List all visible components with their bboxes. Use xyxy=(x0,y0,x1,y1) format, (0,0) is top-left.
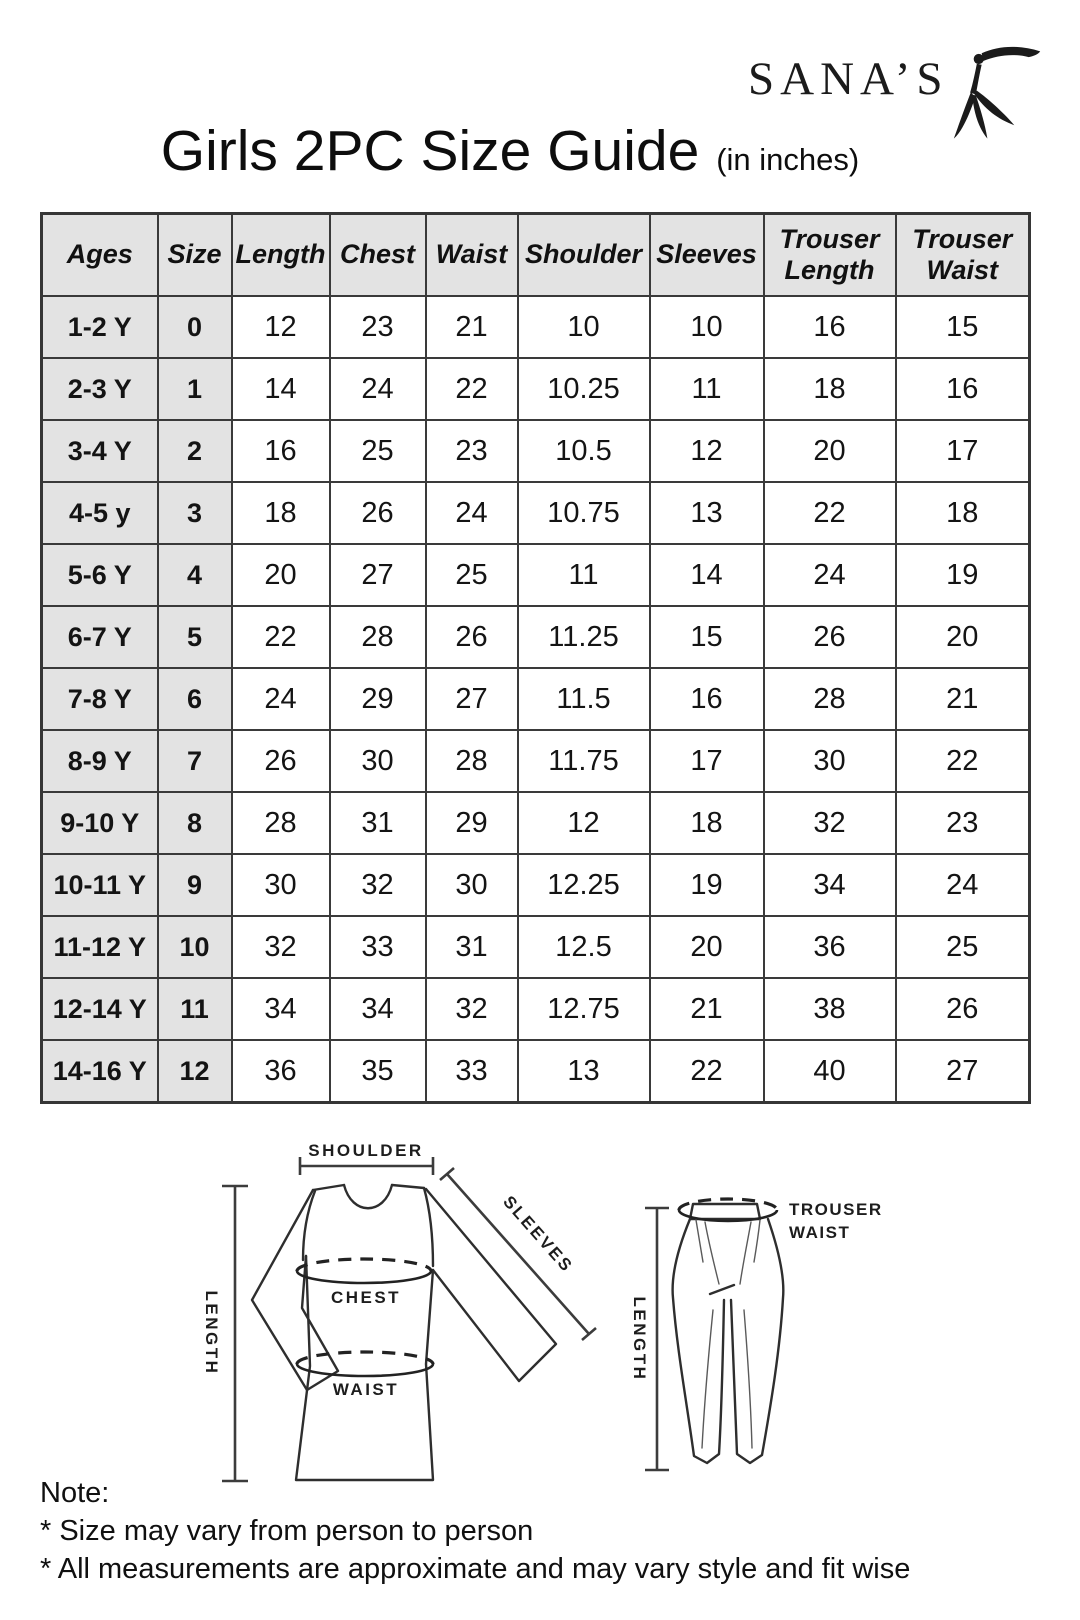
size-cell: 12 xyxy=(158,1040,232,1103)
value-cell: 10 xyxy=(518,296,650,358)
value-cell: 23 xyxy=(330,296,426,358)
value-cell: 12 xyxy=(650,420,764,482)
value-cell: 10.25 xyxy=(518,358,650,420)
value-cell: 11 xyxy=(650,358,764,420)
value-cell: 25 xyxy=(896,916,1030,978)
value-cell: 21 xyxy=(650,978,764,1040)
value-cell: 10 xyxy=(650,296,764,358)
page-title xyxy=(0,118,1020,184)
ages-cell: 12-14 Y xyxy=(42,978,158,1040)
size-cell: 2 xyxy=(158,420,232,482)
table-row xyxy=(42,420,1030,482)
value-cell: 23 xyxy=(426,420,518,482)
value-cell: 14 xyxy=(232,358,330,420)
table-row xyxy=(42,668,1030,730)
size-cell: 5 xyxy=(158,606,232,668)
table-row xyxy=(42,978,1030,1040)
value-cell: 20 xyxy=(764,420,896,482)
value-cell: 11.5 xyxy=(518,668,650,730)
ages-cell: 5-6 Y xyxy=(42,544,158,606)
ages-cell: 9-10 Y xyxy=(42,792,158,854)
table-row xyxy=(42,358,1030,420)
value-cell: 12 xyxy=(232,296,330,358)
note-item-1: * Size may vary from person to person xyxy=(40,1515,534,1547)
value-cell: 18 xyxy=(650,792,764,854)
value-cell: 27 xyxy=(426,668,518,730)
value-cell: 12 xyxy=(518,792,650,854)
table-row xyxy=(42,854,1030,916)
shoulder-label: SHOULDER xyxy=(308,1141,424,1160)
value-cell: 25 xyxy=(330,420,426,482)
table-row xyxy=(42,792,1030,854)
size-cell: 9 xyxy=(158,854,232,916)
value-cell: 29 xyxy=(426,792,518,854)
value-cell: 33 xyxy=(330,916,426,978)
value-cell: 24 xyxy=(896,854,1030,916)
value-cell: 13 xyxy=(650,482,764,544)
value-cell: 30 xyxy=(330,730,426,792)
value-cell: 27 xyxy=(330,544,426,606)
value-cell: 29 xyxy=(330,668,426,730)
waist-label: WAIST xyxy=(332,1380,400,1399)
value-cell: 30 xyxy=(764,730,896,792)
value-cell: 32 xyxy=(330,854,426,916)
table-row xyxy=(42,730,1030,792)
value-cell: 40 xyxy=(764,1040,896,1103)
column-header: Ages xyxy=(42,214,158,297)
value-cell: 30 xyxy=(232,854,330,916)
value-cell: 22 xyxy=(650,1040,764,1103)
value-cell: 19 xyxy=(650,854,764,916)
value-cell: 18 xyxy=(764,358,896,420)
value-cell: 20 xyxy=(650,916,764,978)
value-cell: 32 xyxy=(426,978,518,1040)
value-cell: 31 xyxy=(426,916,518,978)
brand-name: SANA’S xyxy=(748,53,949,105)
value-cell: 18 xyxy=(896,482,1030,544)
column-header: Waist xyxy=(426,214,518,297)
ages-cell: 1-2 Y xyxy=(42,296,158,358)
table-row xyxy=(42,606,1030,668)
value-cell: 24 xyxy=(764,544,896,606)
value-cell: 17 xyxy=(896,420,1030,482)
size-cell: 0 xyxy=(158,296,232,358)
size-table xyxy=(40,212,1031,1104)
ages-cell: 3-4 Y xyxy=(42,420,158,482)
measurement-diagram xyxy=(0,1088,1080,1498)
value-cell: 13 xyxy=(518,1040,650,1103)
size-cell: 1 xyxy=(158,358,232,420)
value-cell: 11.25 xyxy=(518,606,650,668)
size-cell: 11 xyxy=(158,978,232,1040)
trouser-waist-label-line1: TROUSER xyxy=(789,1200,883,1219)
value-cell: 16 xyxy=(650,668,764,730)
value-cell: 21 xyxy=(426,296,518,358)
value-cell: 34 xyxy=(330,978,426,1040)
value-cell: 23 xyxy=(896,792,1030,854)
value-cell: 19 xyxy=(896,544,1030,606)
chest-label: CHEST xyxy=(330,1288,402,1307)
value-cell: 21 xyxy=(896,668,1030,730)
value-cell: 28 xyxy=(764,668,896,730)
value-cell: 30 xyxy=(426,854,518,916)
value-cell: 25 xyxy=(426,544,518,606)
size-cell: 6 xyxy=(158,668,232,730)
size-table-header xyxy=(42,214,1030,297)
value-cell: 28 xyxy=(330,606,426,668)
value-cell: 26 xyxy=(764,606,896,668)
size-cell: 8 xyxy=(158,792,232,854)
ages-cell: 4-5 y xyxy=(42,482,158,544)
value-cell: 20 xyxy=(896,606,1030,668)
value-cell: 34 xyxy=(764,854,896,916)
value-cell: 15 xyxy=(896,296,1030,358)
value-cell: 24 xyxy=(426,482,518,544)
size-cell: 10 xyxy=(158,916,232,978)
ages-cell: 11-12 Y xyxy=(42,916,158,978)
size-table-body xyxy=(42,296,1030,1103)
value-cell: 22 xyxy=(426,358,518,420)
value-cell: 38 xyxy=(764,978,896,1040)
trouser-length-label: LENGTH xyxy=(630,1296,649,1382)
ages-cell: 14-16 Y xyxy=(42,1040,158,1103)
title-unit-note: (in inches) xyxy=(716,142,860,177)
ages-cell: 10-11 Y xyxy=(42,854,158,916)
value-cell: 35 xyxy=(330,1040,426,1103)
column-header: Chest xyxy=(330,214,426,297)
value-cell: 16 xyxy=(232,420,330,482)
table-row xyxy=(42,544,1030,606)
value-cell: 24 xyxy=(232,668,330,730)
value-cell: 33 xyxy=(426,1040,518,1103)
value-cell: 22 xyxy=(232,606,330,668)
title-main: Girls 2PC Size Guide xyxy=(160,119,700,183)
note-item-2: * All measurements are approximate and may vary style and fit wise xyxy=(40,1553,911,1585)
size-cell: 7 xyxy=(158,730,232,792)
value-cell: 26 xyxy=(232,730,330,792)
ages-cell: 6-7 Y xyxy=(42,606,158,668)
column-header: Trouser Waist xyxy=(896,214,1030,297)
table-row xyxy=(42,296,1030,358)
value-cell: 16 xyxy=(764,296,896,358)
table-row xyxy=(42,482,1030,544)
value-cell: 31 xyxy=(330,792,426,854)
column-header: Trouser Length xyxy=(764,214,896,297)
value-cell: 12.25 xyxy=(518,854,650,916)
value-cell: 32 xyxy=(232,916,330,978)
value-cell: 20 xyxy=(232,544,330,606)
value-cell: 17 xyxy=(650,730,764,792)
trouser-waist-label-line2: WAIST xyxy=(789,1223,851,1242)
value-cell: 22 xyxy=(896,730,1030,792)
value-cell: 10.5 xyxy=(518,420,650,482)
value-cell: 15 xyxy=(650,606,764,668)
header-row xyxy=(42,214,1030,297)
size-cell: 3 xyxy=(158,482,232,544)
table-row xyxy=(42,916,1030,978)
value-cell: 26 xyxy=(426,606,518,668)
value-cell: 27 xyxy=(896,1040,1030,1103)
value-cell: 18 xyxy=(232,482,330,544)
column-header: Shoulder xyxy=(518,214,650,297)
value-cell: 28 xyxy=(232,792,330,854)
column-header: Sleeves xyxy=(650,214,764,297)
ages-cell: 8-9 Y xyxy=(42,730,158,792)
value-cell: 36 xyxy=(232,1040,330,1103)
value-cell: 24 xyxy=(330,358,426,420)
value-cell: 16 xyxy=(896,358,1030,420)
value-cell: 12.5 xyxy=(518,916,650,978)
kurta-length-label: LENGTH xyxy=(202,1290,221,1376)
ages-cell: 7-8 Y xyxy=(42,668,158,730)
value-cell: 14 xyxy=(650,544,764,606)
value-cell: 11 xyxy=(518,544,650,606)
value-cell: 11.75 xyxy=(518,730,650,792)
trouser-figure xyxy=(630,1199,883,1470)
kurta-figure xyxy=(202,1141,596,1481)
value-cell: 26 xyxy=(896,978,1030,1040)
column-header: Size xyxy=(158,214,232,297)
size-cell: 4 xyxy=(158,544,232,606)
notes-heading: Note: xyxy=(40,1477,110,1509)
value-cell: 26 xyxy=(330,482,426,544)
ages-cell: 2-3 Y xyxy=(42,358,158,420)
column-header: Length xyxy=(232,214,330,297)
notes-section xyxy=(40,1474,910,1588)
value-cell: 34 xyxy=(232,978,330,1040)
value-cell: 32 xyxy=(764,792,896,854)
sleeves-label: SLEEVES xyxy=(499,1192,578,1277)
value-cell: 12.75 xyxy=(518,978,650,1040)
value-cell: 28 xyxy=(426,730,518,792)
value-cell: 36 xyxy=(764,916,896,978)
value-cell: 22 xyxy=(764,482,896,544)
value-cell: 10.75 xyxy=(518,482,650,544)
